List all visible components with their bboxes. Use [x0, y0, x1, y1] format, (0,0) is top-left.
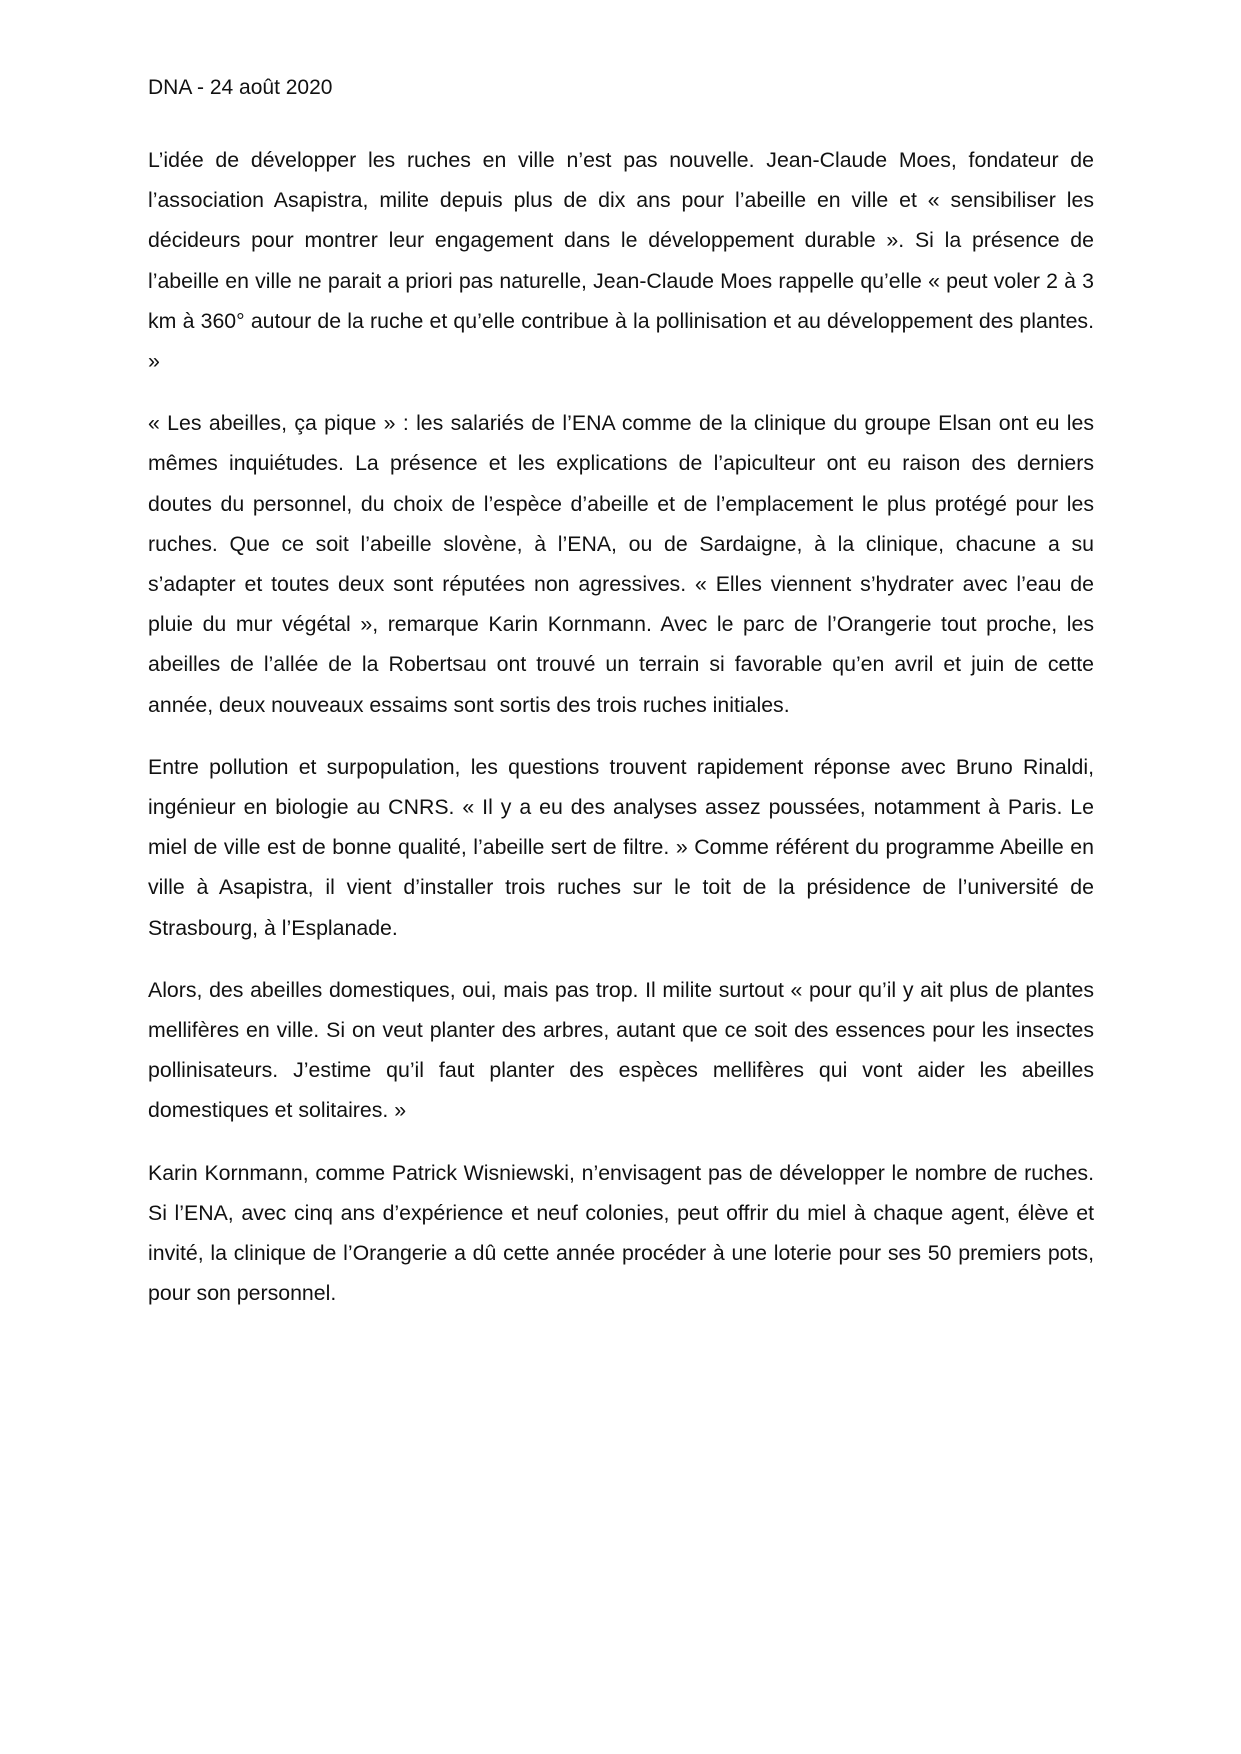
article-body — [148, 140, 1094, 1335]
paragraph-conclusion: Karin Kornmann, comme Patrick Wisniewski, n’envisagent pas de développer le nombre de ruches. Si l’ENA, avec cinq ans d’expérience et neuf colonies, peut offrir du miel à chaque agent, élève et invité, la clinique de l’Orangerie a dû cette année procéder à une loterie pour ses 50 premiers pots, pour son personnel. — [148, 1160, 1094, 1306]
paragraph-pollution: Entre pollution et surpopulation, les questions trouvent rapidement réponse avec Bruno Rinaldi, ingénieur en biologie au CNRS. « Il y a eu des analyses assez poussées, notamment à Paris. Le miel de ville est de bonne qualité, l’abeille sert de filtre. » Comme référent du programme Abeille en ville à Asapistra, il vient d’installer trois ruches sur le toit de la présidence de l’université de Strasbourg, à l’Esplanade. — [148, 754, 1094, 940]
paragraph-melliferous-plants: Alors, des abeilles domestiques, oui, mais pas trop. Il milite surtout « pour qu’il y ait plus de plantes mellifères en ville. Si on veut planter des arbres, autant que ce soit des essences pour les insectes pollinisateurs. J’estime qu’il faut planter des espèces mellifères qui vont aider les abeilles domestiques et solitaires. » — [148, 977, 1094, 1123]
source-date-header: DNA - 24 août 2020 — [148, 76, 333, 99]
paragraph-intro: L’idée de développer les ruches en ville n’est pas nouvelle. Jean-Claude Moes, fondateur de l’association Asapistra, milite depuis plus de dix ans pour l’abeille en ville et « sensibiliser les décideurs pour montrer leur engagement dans le développement durable ». Si la présence de l’abeille en ville ne parait a priori pas naturelle, Jean-Claude Moes rappelle qu’elle « peut voler 2 à 3 km à 360° autour de la ruche et qu’elle contribue à la pollinisation et au développement des plantes. » — [148, 148, 1094, 374]
paragraph-bees-sting: « Les abeilles, ça pique » : les salariés de l’ENA comme de la clinique du groupe Elsan ont eu les mêmes inquiétudes. La présence et les explications de l’apiculteur ont eu raison des derniers doutes du personnel, du choix de l’espèce d’abeille et de l’emplacement le plus protégé pour les ruches. Que ce soit l’abeille slovène, à l’ENA, ou de Sardaigne, à la clinique, chacune a su s’adapter et toutes deux sont réputées non agressives. « Elles viennent s’hydrater avec l’eau de pluie du mur végétal », remarque Karin Kornmann. Avec le parc de l’Orangerie tout proche, les abeilles de l’allée de la Robertsau ont trouvé un terrain si favorable qu’en avril et juin de cette année, deux nouveaux essaims sont sortis des trois ruches initiales. — [148, 411, 1094, 717]
